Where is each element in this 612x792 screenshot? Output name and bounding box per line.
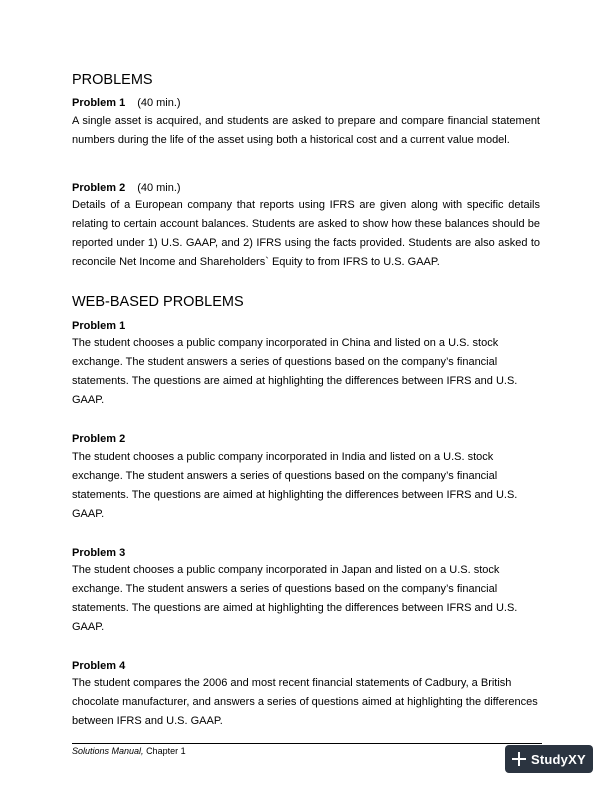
problem-title-label: Problem 2: [72, 433, 126, 445]
web-problem-4-description: The student compares the 2006 and most recent financial statements of Cadbury, a British chocolate manufacturer, and answers a series of questions aimed at highlighting the differences between IFRS and U.S. GAAP.: [72, 677, 538, 727]
plus-icon: [511, 751, 527, 767]
web-problems-heading: WEB-BASED PROBLEMS: [72, 294, 244, 310]
problem-title-label: Problem 2: [72, 182, 126, 194]
problems-heading: PROBLEMS: [72, 72, 153, 88]
logo-text: StudyXY: [531, 751, 586, 767]
problem-title-label: Problem 1: [72, 320, 126, 332]
problem-2-description: Details of a European company that reports using IFRS are given along with specific details relating to certain account balances. Students are asked to show how these balances should be reported under 1) U.S. GAAP, and 2) IFRS using the facts provided. Students are also asked to reconcile Net Income and Shareholders` Equity to from IFRS to U.S. GAAP.: [72, 199, 540, 268]
footer-divider: [72, 743, 542, 744]
problem-title-label: Problem 1: [72, 97, 126, 109]
footer: [72, 746, 186, 757]
problem-1-title: [72, 96, 181, 110]
web-problem-3-description: The student chooses a public company incorporated in Japan and listed on a U.S. stock exchange. The student answers a series of questions based on the company’s financial statements. The questions are aimed at highlighting the differences between IFRS and U.S. GAAP.: [72, 564, 518, 633]
problem-title-label: Problem 4: [72, 660, 126, 672]
studyxy-logo[interactable]: [505, 745, 593, 773]
web-problem-2-description: The student chooses a public company incorporated in India and listed on a U.S. stock exchange. The student answers a series of questions based on the company’s financial statements. The questions are aimed at highlighting the differences between IFRS and U.S. GAAP.: [72, 451, 518, 520]
web-problem-4-title: [72, 659, 125, 673]
problem-2-title: [72, 181, 181, 195]
web-problem-1-title: [72, 319, 125, 333]
web-problem-3-title: [72, 546, 125, 560]
web-problem-2-title: [72, 432, 125, 446]
web-problem-1-description: The student chooses a public company incorporated in China and listed on a U.S. stock exchange. The student answers a series of questions based on the company’s financial statements. The questions are aimed at highlighting the differences between IFRS and U.S. GAAP.: [72, 337, 518, 406]
problem-duration: (40 min.): [137, 182, 181, 194]
problem-title-label: Problem 3: [72, 547, 126, 559]
problem-duration: (40 min.): [137, 97, 181, 109]
problem-1-description: A single asset is acquired, and students are asked to prepare and compare financial statement numbers during the life of the asset using both a historical cost and a current value model.: [72, 115, 540, 146]
footer-manual-title: Solutions Manual,: [72, 746, 144, 756]
footer-chapter: Chapter 1: [146, 746, 186, 756]
